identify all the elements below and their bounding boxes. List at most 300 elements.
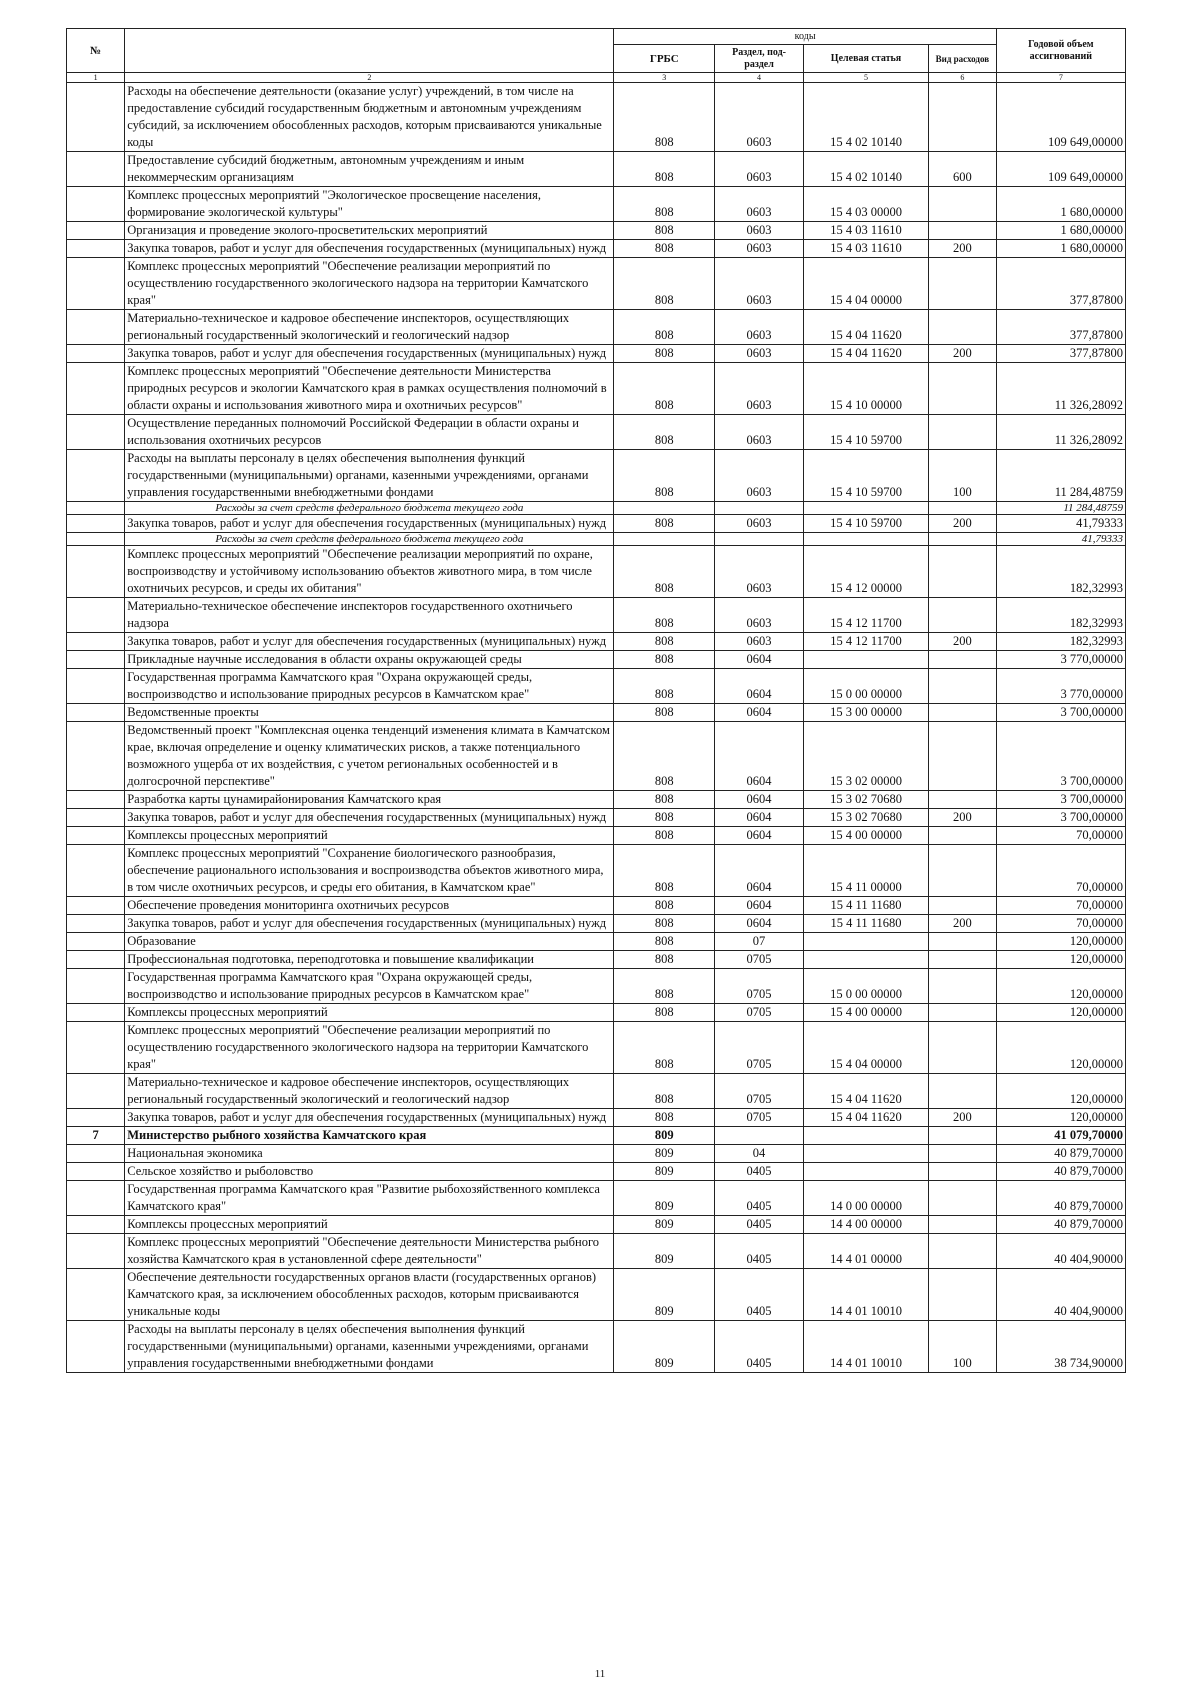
row-section: 0405: [715, 1269, 804, 1321]
row-grbs: [614, 533, 715, 546]
row-num: [67, 533, 125, 546]
row-kind: [928, 933, 996, 951]
row-grbs: 808: [614, 915, 715, 933]
row-kind: [928, 969, 996, 1004]
row-kind: [928, 1145, 996, 1163]
row-target: 15 0 00 00000: [804, 969, 929, 1004]
row-section: 0705: [715, 1074, 804, 1109]
row-kind: [928, 1216, 996, 1234]
table-row: [67, 1269, 1126, 1321]
row-amount: 1 680,00000: [996, 187, 1125, 222]
row-grbs: 808: [614, 1109, 715, 1127]
colnum-2: 2: [125, 73, 614, 83]
row-num: [67, 515, 125, 533]
row-kind: 200: [928, 515, 996, 533]
row-grbs: 808: [614, 258, 715, 310]
table-row: [67, 546, 1126, 598]
row-num: [67, 310, 125, 345]
row-num: [67, 240, 125, 258]
row-amount: 11 326,28092: [996, 363, 1125, 415]
row-grbs: 808: [614, 809, 715, 827]
table-header: [67, 29, 1126, 83]
table-row: [67, 450, 1126, 502]
row-kind: [928, 222, 996, 240]
row-grbs: 809: [614, 1234, 715, 1269]
row-grbs: 809: [614, 1269, 715, 1321]
row-num: [67, 897, 125, 915]
colnum-4: 4: [715, 73, 804, 83]
row-name: Закупка товаров, работ и услуг для обеспечения государственных (муниципальных) нужд: [125, 240, 614, 258]
row-section: 0405: [715, 1216, 804, 1234]
row-kind: [928, 598, 996, 633]
row-grbs: 808: [614, 83, 715, 152]
table-row: [67, 897, 1126, 915]
header-amount: Годовой объем ассигнований: [996, 29, 1125, 73]
header-kind: Вид расходов: [928, 45, 996, 73]
row-grbs: 808: [614, 1004, 715, 1022]
row-kind: 200: [928, 240, 996, 258]
row-target: 15 4 02 10140: [804, 83, 929, 152]
table-row: [67, 1163, 1126, 1181]
row-num: [67, 651, 125, 669]
row-name: Закупка товаров, работ и услуг для обеспечения государственных (муниципальных) нужд: [125, 345, 614, 363]
row-target: 15 4 03 11610: [804, 240, 929, 258]
row-amount: 40 879,70000: [996, 1216, 1125, 1234]
row-num: [67, 1234, 125, 1269]
row-grbs: 808: [614, 633, 715, 651]
table-row: [67, 1145, 1126, 1163]
row-kind: [928, 722, 996, 791]
row-section: 0604: [715, 915, 804, 933]
table-row: [67, 1181, 1126, 1216]
row-grbs: 808: [614, 1074, 715, 1109]
row-section: 0705: [715, 951, 804, 969]
row-target: 14 4 01 10010: [804, 1321, 929, 1373]
row-amount: 120,00000: [996, 1109, 1125, 1127]
row-num: [67, 969, 125, 1004]
table-row: [67, 1321, 1126, 1373]
table-row: [67, 1216, 1126, 1234]
row-target: 15 4 04 11620: [804, 310, 929, 345]
colnum-6: 6: [928, 73, 996, 83]
row-grbs: 808: [614, 1022, 715, 1074]
row-section: 0603: [715, 187, 804, 222]
table-row: [67, 951, 1126, 969]
header-name-blank: [125, 29, 614, 73]
row-grbs: 808: [614, 704, 715, 722]
row-num: [67, 1181, 125, 1216]
row-amount: 3 700,00000: [996, 722, 1125, 791]
row-num: [67, 546, 125, 598]
row-grbs: 809: [614, 1127, 715, 1145]
row-name: Расходы за счет средств федерального бюджета текущего года: [125, 533, 614, 546]
row-amount: 120,00000: [996, 951, 1125, 969]
row-target: 15 3 02 70680: [804, 791, 929, 809]
row-target: 15 3 00 00000: [804, 704, 929, 722]
row-grbs: 809: [614, 1321, 715, 1373]
header-num: №: [67, 29, 125, 73]
row-num: 7: [67, 1127, 125, 1145]
row-section: 0405: [715, 1163, 804, 1181]
row-amount: 70,00000: [996, 897, 1125, 915]
row-name: Министерство рыбного хозяйства Камчатского края: [125, 1127, 614, 1145]
row-grbs: 808: [614, 845, 715, 897]
row-grbs: 808: [614, 515, 715, 533]
row-grbs: 808: [614, 345, 715, 363]
row-amount: 70,00000: [996, 827, 1125, 845]
row-grbs: 808: [614, 363, 715, 415]
colnum-1: 1: [67, 73, 125, 83]
table-row: [67, 598, 1126, 633]
table-row: [67, 809, 1126, 827]
row-target: [804, 933, 929, 951]
row-name: Комплекс процессных мероприятий "Обеспечение реализации мероприятий по осуществлению государственного экологического надзора на территории Камчатского края": [125, 1022, 614, 1074]
row-section: 0405: [715, 1181, 804, 1216]
row-num: [67, 1269, 125, 1321]
row-amount: 40 404,90000: [996, 1269, 1125, 1321]
row-section: 07: [715, 933, 804, 951]
row-name: Прикладные научные исследования в области охраны окружающей среды: [125, 651, 614, 669]
row-target: 15 4 04 00000: [804, 258, 929, 310]
row-section: 0604: [715, 669, 804, 704]
row-target: 15 4 10 59700: [804, 415, 929, 450]
row-num: [67, 791, 125, 809]
row-amount: 1 680,00000: [996, 222, 1125, 240]
row-target: 15 4 00 00000: [804, 1004, 929, 1022]
row-amount: 120,00000: [996, 933, 1125, 951]
row-num: [67, 152, 125, 187]
colnum-7: 7: [996, 73, 1125, 83]
row-kind: [928, 1074, 996, 1109]
row-amount: 41,79333: [996, 515, 1125, 533]
row-grbs: 808: [614, 722, 715, 791]
row-grbs: 809: [614, 1145, 715, 1163]
row-name: Профессиональная подготовка, переподготовка и повышение квалификации: [125, 951, 614, 969]
row-num: [67, 450, 125, 502]
row-name: Предоставление субсидий бюджетным, автономным учреждениям и иным некоммерческим организациям: [125, 152, 614, 187]
row-target: 15 4 12 00000: [804, 546, 929, 598]
row-grbs: 808: [614, 651, 715, 669]
table-row: [67, 258, 1126, 310]
row-target: 15 4 00 00000: [804, 827, 929, 845]
row-kind: 200: [928, 809, 996, 827]
row-grbs: 808: [614, 240, 715, 258]
row-grbs: 808: [614, 310, 715, 345]
row-section: 0705: [715, 969, 804, 1004]
row-section: 0603: [715, 598, 804, 633]
row-kind: [928, 533, 996, 546]
column-number-row: [67, 73, 1126, 83]
table-body: [67, 83, 1126, 1373]
row-grbs: 808: [614, 222, 715, 240]
row-target: 14 4 01 10010: [804, 1269, 929, 1321]
table-row: [67, 669, 1126, 704]
row-grbs: 808: [614, 187, 715, 222]
row-grbs: 808: [614, 933, 715, 951]
row-section: 0405: [715, 1321, 804, 1373]
row-grbs: 808: [614, 598, 715, 633]
row-num: [67, 222, 125, 240]
row-name: Сельское хозяйство и рыболовство: [125, 1163, 614, 1181]
row-target: 15 4 11 11680: [804, 915, 929, 933]
row-target: 15 3 02 00000: [804, 722, 929, 791]
row-section: 0604: [715, 791, 804, 809]
row-target: 15 4 10 59700: [804, 450, 929, 502]
row-target: 15 3 02 70680: [804, 809, 929, 827]
row-amount: 40 879,70000: [996, 1145, 1125, 1163]
row-target: 15 4 04 11620: [804, 345, 929, 363]
row-num: [67, 633, 125, 651]
row-name: Комплекс процессных мероприятий "Обеспечение деятельности Министерства рыбного хозяйства Камчатского края в установленной сфере деятельности": [125, 1234, 614, 1269]
row-target: 15 4 02 10140: [804, 152, 929, 187]
row-name: Комплекс процессных мероприятий "Обеспечение деятельности Министерства природных ресурсов и экологии Камчатского края в рамках осуществления полномочий в области охраны и использования животного мира и охотничьих ресурсов": [125, 363, 614, 415]
row-kind: [928, 951, 996, 969]
row-section: 0603: [715, 633, 804, 651]
row-section: 0604: [715, 722, 804, 791]
row-section: 0604: [715, 651, 804, 669]
table-row: [67, 240, 1126, 258]
row-grbs: [614, 502, 715, 515]
table-row: [67, 1022, 1126, 1074]
row-target: 15 4 11 11680: [804, 897, 929, 915]
row-kind: 200: [928, 633, 996, 651]
row-num: [67, 1109, 125, 1127]
row-name: Разработка карты цунамирайонирования Камчатского края: [125, 791, 614, 809]
row-amount: 41 079,70000: [996, 1127, 1125, 1145]
row-grbs: 808: [614, 791, 715, 809]
row-grbs: 808: [614, 669, 715, 704]
table-row: [67, 1004, 1126, 1022]
ministry-row: [67, 1127, 1126, 1145]
row-kind: 100: [928, 1321, 996, 1373]
row-section: 0603: [715, 152, 804, 187]
row-num: [67, 669, 125, 704]
colnum-5: 5: [804, 73, 929, 83]
row-grbs: 809: [614, 1216, 715, 1234]
row-num: [67, 827, 125, 845]
header-section: Раздел, под-раздел: [715, 45, 804, 73]
table-row: [67, 915, 1126, 933]
budget-table: [66, 28, 1126, 1373]
row-num: [67, 598, 125, 633]
row-kind: [928, 1022, 996, 1074]
row-target: [804, 651, 929, 669]
row-kind: [928, 897, 996, 915]
row-num: [67, 1163, 125, 1181]
row-grbs: 808: [614, 951, 715, 969]
row-name: Закупка товаров, работ и услуг для обеспечения государственных (муниципальных) нужд: [125, 515, 614, 533]
row-kind: 200: [928, 1109, 996, 1127]
row-num: [67, 1321, 125, 1373]
row-amount: 3 770,00000: [996, 651, 1125, 669]
row-kind: [928, 1004, 996, 1022]
table-row: [67, 722, 1126, 791]
row-target: [804, 951, 929, 969]
row-num: [67, 363, 125, 415]
row-amount: 40 404,90000: [996, 1234, 1125, 1269]
row-amount: 120,00000: [996, 1004, 1125, 1022]
row-amount: 70,00000: [996, 845, 1125, 897]
page-number: 11: [594, 1668, 606, 1680]
row-num: [67, 845, 125, 897]
row-amount: 377,87800: [996, 310, 1125, 345]
row-num: [67, 722, 125, 791]
row-amount: 182,32993: [996, 633, 1125, 651]
row-section: 0603: [715, 83, 804, 152]
row-target: 15 4 03 11610: [804, 222, 929, 240]
table-row: [67, 1074, 1126, 1109]
row-amount: 3 700,00000: [996, 791, 1125, 809]
row-section: 0604: [715, 845, 804, 897]
row-name: Закупка товаров, работ и услуг для обеспечения государственных (муниципальных) нужд: [125, 915, 614, 933]
row-target: 15 4 03 00000: [804, 187, 929, 222]
row-amount: 120,00000: [996, 1074, 1125, 1109]
row-amount: 3 700,00000: [996, 704, 1125, 722]
row-name: Комплекс процессных мероприятий "Обеспечение реализации мероприятий по охране, воспроизводству и устойчивому использованию объектов животного мира, в том числе охотничьих ресурсов, и среды их обитания": [125, 546, 614, 598]
row-kind: [928, 1181, 996, 1216]
row-num: [67, 951, 125, 969]
row-section: 0604: [715, 704, 804, 722]
table-row: [67, 704, 1126, 722]
row-target: [804, 533, 929, 546]
row-target: 14 4 01 00000: [804, 1234, 929, 1269]
row-section: 0603: [715, 546, 804, 598]
row-num: [67, 1216, 125, 1234]
row-amount: 182,32993: [996, 598, 1125, 633]
row-num: [67, 1004, 125, 1022]
row-grbs: 808: [614, 546, 715, 598]
row-name: Комплекс процессных мероприятий "Обеспечение реализации мероприятий по осуществлению государственного экологического надзора на территории Камчатского края": [125, 258, 614, 310]
row-grbs: 808: [614, 152, 715, 187]
row-num: [67, 83, 125, 152]
row-name: Организация и проведение эколого-просветительских мероприятий: [125, 222, 614, 240]
table-row: [67, 187, 1126, 222]
table-row: [67, 152, 1126, 187]
row-section: 0603: [715, 345, 804, 363]
row-grbs: 808: [614, 969, 715, 1004]
row-name: Комплекс процессных мероприятий "Сохранение биологического разнообразия, обеспечение рационального использования и воспроизводства объектов животного мира, в том числе охотничьих ресурсов, и среды его обитания, в Камчатском крае": [125, 845, 614, 897]
row-kind: [928, 704, 996, 722]
row-num: [67, 933, 125, 951]
row-amount: 40 879,70000: [996, 1181, 1125, 1216]
federal-budget-row: [67, 533, 1126, 546]
row-num: [67, 1022, 125, 1074]
row-name: Государственная программа Камчатского края "Охрана окружающей среды, воспроизводство и использование природных ресурсов в Камчатском крае": [125, 669, 614, 704]
row-section: 0603: [715, 240, 804, 258]
row-amount: 38 734,90000: [996, 1321, 1125, 1373]
row-num: [67, 258, 125, 310]
table-row: [67, 222, 1126, 240]
row-kind: [928, 546, 996, 598]
row-num: [67, 809, 125, 827]
row-section: [715, 1127, 804, 1145]
row-name: Закупка товаров, работ и услуг для обеспечения государственных (муниципальных) нужд: [125, 633, 614, 651]
row-section: 0604: [715, 827, 804, 845]
row-section: 0604: [715, 897, 804, 915]
row-name: Закупка товаров, работ и услуг для обеспечения государственных (муниципальных) нужд: [125, 809, 614, 827]
row-name: Государственная программа Камчатского края "Развитие рыбохозяйственного комплекса Камчатского края": [125, 1181, 614, 1216]
row-kind: [928, 1163, 996, 1181]
row-name: Государственная программа Камчатского края "Охрана окружающей среды, воспроизводство и использование природных ресурсов в Камчатском крае": [125, 969, 614, 1004]
row-kind: 600: [928, 152, 996, 187]
row-name: Расходы на выплаты персоналу в целях обеспечения выполнения функций государственными (муниципальными) органами, казенными учреждениями, органами управления государственными внебюджетными фондами: [125, 1321, 614, 1373]
row-section: [715, 502, 804, 515]
row-target: [804, 1127, 929, 1145]
row-amount: 120,00000: [996, 1022, 1125, 1074]
row-amount: 11 284,48759: [996, 450, 1125, 502]
row-kind: [928, 258, 996, 310]
colnum-3: 3: [614, 73, 715, 83]
row-section: 0603: [715, 222, 804, 240]
table-row: [67, 845, 1126, 897]
table-row: [67, 969, 1126, 1004]
row-grbs: 808: [614, 415, 715, 450]
row-section: 0603: [715, 450, 804, 502]
row-section: 0603: [715, 363, 804, 415]
table-row: [67, 345, 1126, 363]
table-row: [67, 633, 1126, 651]
row-grbs: 808: [614, 827, 715, 845]
row-section: 0705: [715, 1109, 804, 1127]
row-kind: [928, 669, 996, 704]
row-grbs: 809: [614, 1163, 715, 1181]
row-kind: 100: [928, 450, 996, 502]
header-target: Целевая статья: [804, 45, 929, 73]
table-row: [67, 791, 1126, 809]
row-num: [67, 502, 125, 515]
row-name: Расходы за счет средств федерального бюджета текущего года: [125, 502, 614, 515]
row-target: 14 0 00 00000: [804, 1181, 929, 1216]
row-target: 15 0 00 00000: [804, 669, 929, 704]
row-amount: 3 770,00000: [996, 669, 1125, 704]
row-name: Комплексы процессных мероприятий: [125, 1004, 614, 1022]
row-section: 0603: [715, 515, 804, 533]
row-kind: [928, 363, 996, 415]
row-name: Ведомственный проект "Комплексная оценка тенденций изменения климата в Камчатском крае, включая определение и оценку климатических рисков, а также потенциального возможного ущерба от их воздействия, с учетом региональных особенностей и в долгосрочной перспективе": [125, 722, 614, 791]
row-kind: [928, 502, 996, 515]
table-row: [67, 415, 1126, 450]
row-kind: [928, 651, 996, 669]
row-grbs: 809: [614, 1181, 715, 1216]
row-name: Комплексы процессных мероприятий: [125, 827, 614, 845]
row-num: [67, 187, 125, 222]
row-name: Национальная экономика: [125, 1145, 614, 1163]
row-num: [67, 415, 125, 450]
table-row: [67, 827, 1126, 845]
row-name: Обеспечение деятельности государственных органов власти (государственных органов) Камчатского края, за исключением обособленных расходов, которым присваиваются уникальные коды: [125, 1269, 614, 1321]
row-grbs: 808: [614, 450, 715, 502]
table-row: [67, 1109, 1126, 1127]
row-num: [67, 915, 125, 933]
row-name: Материально-техническое обеспечение инспекторов государственного охотничьего надзора: [125, 598, 614, 633]
row-section: 0603: [715, 415, 804, 450]
table-row: [67, 83, 1126, 152]
row-section: [715, 533, 804, 546]
row-kind: 200: [928, 915, 996, 933]
row-name: Обеспечение проведения мониторинга охотничьих ресурсов: [125, 897, 614, 915]
row-target: [804, 1145, 929, 1163]
row-amount: 40 879,70000: [996, 1163, 1125, 1181]
row-amount: 11 284,48759: [996, 502, 1125, 515]
row-section: 0705: [715, 1022, 804, 1074]
row-name: Комплексы процессных мероприятий: [125, 1216, 614, 1234]
row-section: 0405: [715, 1234, 804, 1269]
row-amount: 182,32993: [996, 546, 1125, 598]
row-name: Осуществление переданных полномочий Российской Федерации в области охраны и использования охотничьих ресурсов: [125, 415, 614, 450]
row-amount: 109 649,00000: [996, 152, 1125, 187]
table-row: [67, 363, 1126, 415]
row-name: Ведомственные проекты: [125, 704, 614, 722]
